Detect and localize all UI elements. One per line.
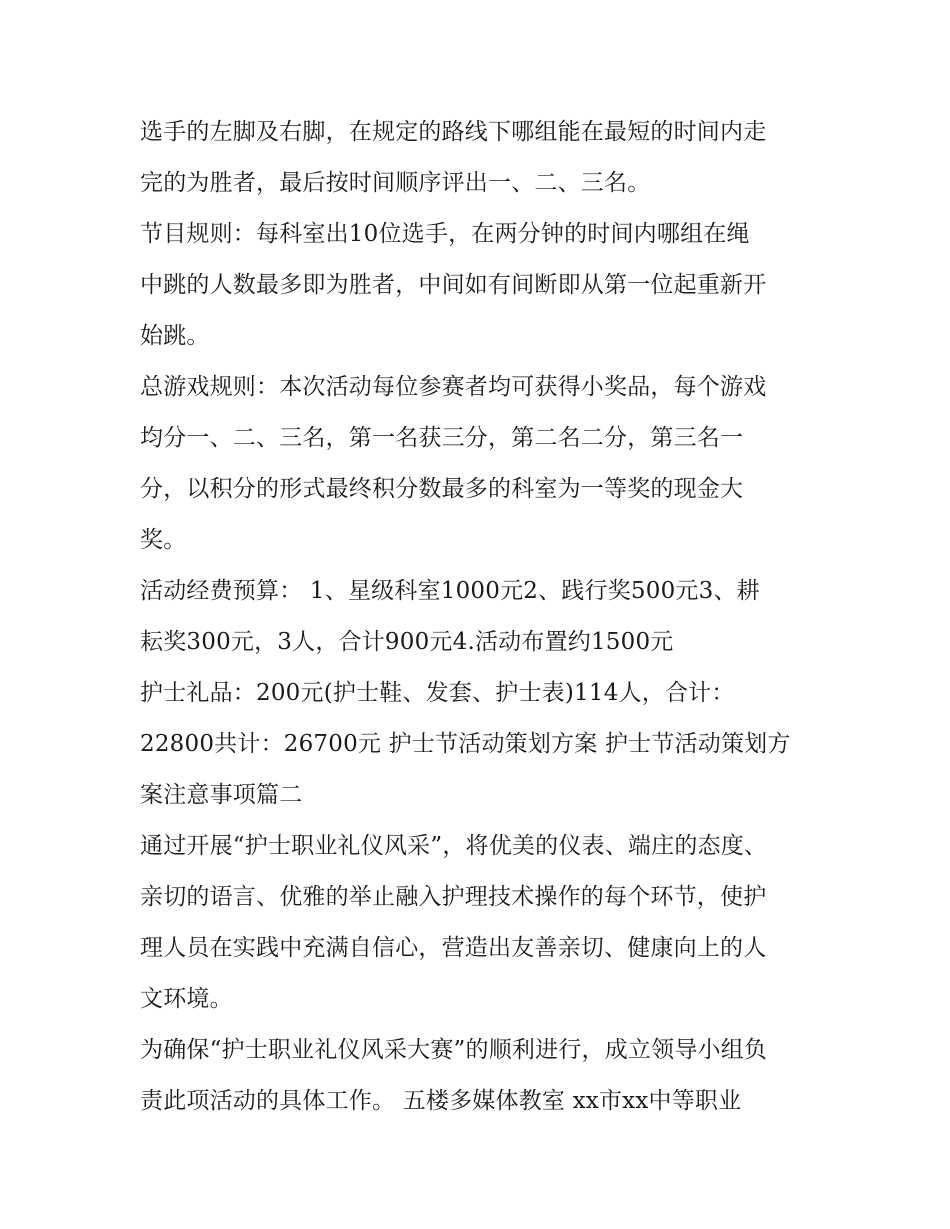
text-line: 文环境。 — [140, 986, 233, 1012]
text-line: 节目规则：每科室出10位选手，在两分钟的时间内哪组在绳 — [140, 221, 750, 247]
text-line: 完的为胜者，最后按时间顺序评出一、二、三名。 — [140, 170, 651, 196]
text-line: 理人员在实践中充满自信心，营造出友善亲切、健康向上的人 — [140, 935, 767, 961]
text-line: 耘奖300元，3人，合计900元4.活动布置约1500元 — [140, 629, 674, 655]
text-line: 护士礼品：200元(护士鞋、发套、护士表)114人，合计： — [140, 680, 735, 706]
text-line: 活动经费预算： 1、星级科室1000元2、践行奖500元3、耕 — [140, 578, 760, 604]
text-line: 始跳。 — [140, 323, 210, 349]
text-line: 案注意事项篇二 — [140, 782, 303, 808]
text-line: 总游戏规则：本次活动每位参赛者均可获得小奖品，每个游戏 — [140, 374, 767, 400]
text-line: 22800共计：26700元 护士节活动策划方案 护士节活动策划方 — [140, 731, 791, 757]
text-line: 责此项活动的具体工作。 五楼多媒体教室 xx市xx中等职业 — [140, 1088, 742, 1114]
text-line: 奖。 — [140, 527, 187, 553]
text-line: 亲切的语言、优雅的举止融入护理技术操作的每个环节，使护 — [140, 884, 767, 910]
text-line: 通过开展“护士职业礼仪风采”，将优美的仪表、端庄的态度、 — [140, 833, 768, 859]
text-line: 分，以积分的形式最终积分数最多的科室为一等奖的现金大 — [140, 476, 744, 502]
text-line: 为确保“护士职业礼仪风采大赛”的顺利进行，成立领导小组负 — [140, 1037, 768, 1063]
text-line: 均分一、二、三名，第一名获三分，第二名二分，第三名一 — [140, 425, 744, 451]
document-body — [140, 107, 820, 1127]
text-line: 选手的左脚及右脚，在规定的路线下哪组能在最短的时间内走 — [140, 119, 767, 145]
text-line: 中跳的人数最多即为胜者，中间如有间断即从第一位起重新开 — [140, 272, 767, 298]
